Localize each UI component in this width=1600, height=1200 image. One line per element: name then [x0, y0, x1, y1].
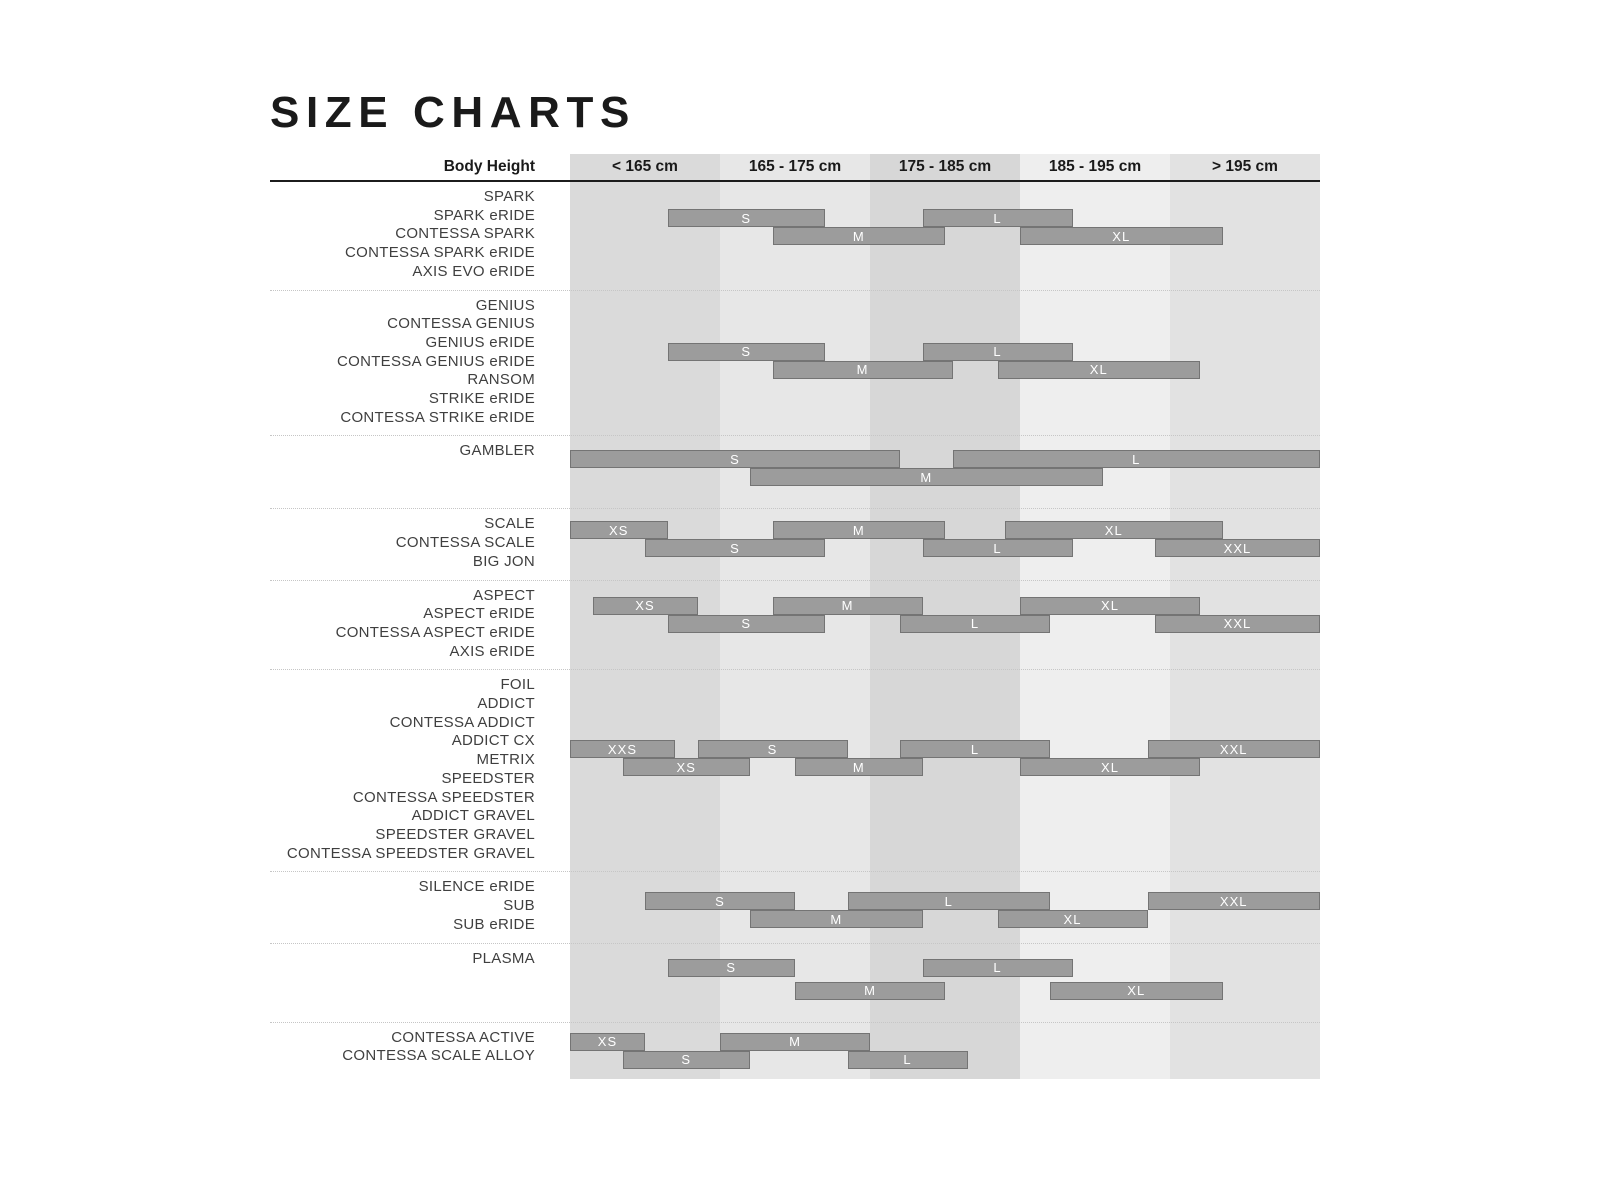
- model-label: SUB: [503, 897, 535, 915]
- column-header-165-175: 165 - 175 cm: [748, 158, 842, 175]
- size-bar-xl: XL: [998, 910, 1148, 928]
- size-bar-xxl: XXL: [1155, 615, 1320, 633]
- size-chart-table: [270, 154, 1320, 1079]
- model-label: CONTESSA ADDICT: [389, 713, 535, 731]
- model-group: [270, 182, 1320, 291]
- size-bar-s: S: [668, 615, 826, 633]
- model-group: [270, 581, 1320, 671]
- model-label: ASPECT eRIDE: [423, 605, 535, 623]
- size-bar-m: M: [750, 468, 1103, 486]
- column-header-lt165: < 165 cm: [612, 158, 678, 175]
- size-bar-m: M: [720, 1033, 870, 1051]
- model-label: CONTESSA ACTIVE: [391, 1028, 535, 1046]
- size-charts-page: [270, 88, 1320, 1079]
- size-band: [570, 587, 1320, 662]
- model-label: CONTESSA SPARK eRIDE: [345, 244, 535, 262]
- model-label: AXIS EVO eRIDE: [412, 262, 535, 280]
- size-bar-xl: XL: [1020, 227, 1223, 245]
- model-label: CONTESSA GENIUS: [387, 315, 535, 333]
- model-label: GAMBLER: [459, 442, 535, 460]
- model-label-list: [270, 587, 570, 662]
- model-label: SCALE: [484, 515, 535, 533]
- size-bar-xs: XS: [570, 1033, 645, 1051]
- model-label: CONTESSA SPARK: [395, 225, 535, 243]
- column-header-185-195: 185 - 195 cm: [1048, 158, 1142, 175]
- size-bar-s: S: [645, 539, 825, 557]
- size-bar-m: M: [795, 758, 923, 776]
- column-header-gt195: > 195 cm: [1212, 158, 1278, 175]
- model-label: SPARK: [483, 188, 535, 205]
- size-bar-xl: XL: [1050, 982, 1223, 1000]
- model-label: ADDICT: [477, 695, 535, 713]
- size-bar-xxl: XXL: [1148, 892, 1321, 910]
- model-group: [270, 436, 1320, 509]
- model-label: PLASMA: [472, 949, 535, 967]
- model-label-list: [270, 950, 570, 1014]
- model-groups: [270, 182, 1320, 1079]
- size-bar-l: L: [923, 539, 1073, 557]
- size-band: [570, 878, 1320, 934]
- size-bar-s: S: [645, 892, 795, 910]
- size-bar-xxs: XXS: [570, 740, 675, 758]
- size-band: [570, 188, 1320, 282]
- model-group: [270, 872, 1320, 943]
- model-label: CONTESSA STRIKE eRIDE: [340, 408, 535, 426]
- size-bar-l: L: [923, 209, 1073, 227]
- size-bar-l: L: [848, 1051, 968, 1069]
- model-label: RANSOM: [467, 371, 535, 389]
- size-band: [570, 950, 1320, 1014]
- size-bar-xxl: XXL: [1155, 539, 1320, 557]
- size-bar-xs: XS: [593, 597, 698, 615]
- model-label-list: [270, 676, 570, 863]
- model-label: ASPECT: [473, 586, 535, 604]
- model-label: AXIS eRIDE: [449, 642, 535, 660]
- size-bar-l: L: [923, 959, 1073, 977]
- column-header-175-185: 175 - 185 cm: [898, 158, 992, 175]
- model-group: [270, 1023, 1320, 1079]
- size-bar-s: S: [668, 343, 826, 361]
- size-bar-s: S: [668, 959, 796, 977]
- size-bar-s: S: [668, 209, 826, 227]
- size-bar-s: S: [570, 450, 900, 468]
- size-bar-xs: XS: [570, 521, 668, 539]
- size-bar-l: L: [848, 892, 1051, 910]
- size-band: [570, 676, 1320, 863]
- model-label: STRIKE eRIDE: [428, 390, 535, 408]
- model-label: SPEEDSTER: [441, 769, 535, 787]
- model-label: CONTESSA SCALE ALLOY: [342, 1047, 535, 1065]
- model-label-list: [270, 1029, 570, 1071]
- size-bar-m: M: [750, 910, 923, 928]
- model-group: [270, 944, 1320, 1023]
- body-height-label: Body Height: [443, 158, 535, 175]
- model-label: CONTESSA SPEEDSTER GRAVEL: [286, 844, 535, 862]
- model-group: [270, 291, 1320, 437]
- size-bar-l: L: [900, 615, 1050, 633]
- model-label: SPARK eRIDE: [433, 206, 535, 224]
- model-label: BIG JON: [472, 552, 535, 570]
- size-bar-xl: XL: [1005, 521, 1223, 539]
- size-bar-s: S: [623, 1051, 751, 1069]
- model-label: FOIL: [500, 676, 535, 694]
- size-bar-l: L: [900, 740, 1050, 758]
- size-bar-m: M: [773, 597, 923, 615]
- size-band: [570, 1029, 1320, 1071]
- model-label-list: [270, 442, 570, 500]
- size-bar-s: S: [698, 740, 848, 758]
- model-label-list: [270, 515, 570, 571]
- table-header-row: [270, 154, 1320, 182]
- size-bar-l: L: [923, 343, 1073, 361]
- model-label: CONTESSA SPEEDSTER: [352, 788, 535, 806]
- size-bar-m: M: [773, 227, 946, 245]
- model-group: [270, 509, 1320, 580]
- size-bar-xl: XL: [998, 361, 1201, 379]
- model-label: GENIUS eRIDE: [425, 333, 535, 351]
- page-title: SIZE CHARTS: [270, 88, 636, 137]
- model-label: SILENCE eRIDE: [418, 878, 535, 896]
- model-label: ADDICT GRAVEL: [411, 807, 535, 825]
- model-label: SPEEDSTER GRAVEL: [375, 825, 535, 843]
- model-label-list: [270, 878, 570, 934]
- size-band: [570, 515, 1320, 571]
- model-label: ADDICT CX: [451, 732, 535, 750]
- model-group: [270, 670, 1320, 872]
- model-label: SUB eRIDE: [453, 915, 535, 933]
- model-label: METRIX: [476, 751, 535, 769]
- model-label: CONTESSA SCALE: [395, 534, 535, 552]
- size-bar-xl: XL: [1020, 758, 1200, 776]
- size-band: [570, 297, 1320, 428]
- model-label: CONTESSA ASPECT eRIDE: [335, 623, 535, 641]
- model-label-list: [270, 188, 570, 282]
- model-label: GENIUS: [475, 296, 535, 314]
- model-label-list: [270, 297, 570, 428]
- column-headers: [570, 158, 1320, 176]
- size-bar-m: M: [773, 361, 953, 379]
- size-bar-xs: XS: [623, 758, 751, 776]
- size-bar-xl: XL: [1020, 597, 1200, 615]
- size-bar-m: M: [795, 982, 945, 1000]
- model-label: CONTESSA GENIUS eRIDE: [336, 352, 535, 370]
- size-bar-m: M: [773, 521, 946, 539]
- size-bar-xxl: XXL: [1148, 740, 1321, 758]
- size-band: [570, 442, 1320, 500]
- size-bar-l: L: [953, 450, 1321, 468]
